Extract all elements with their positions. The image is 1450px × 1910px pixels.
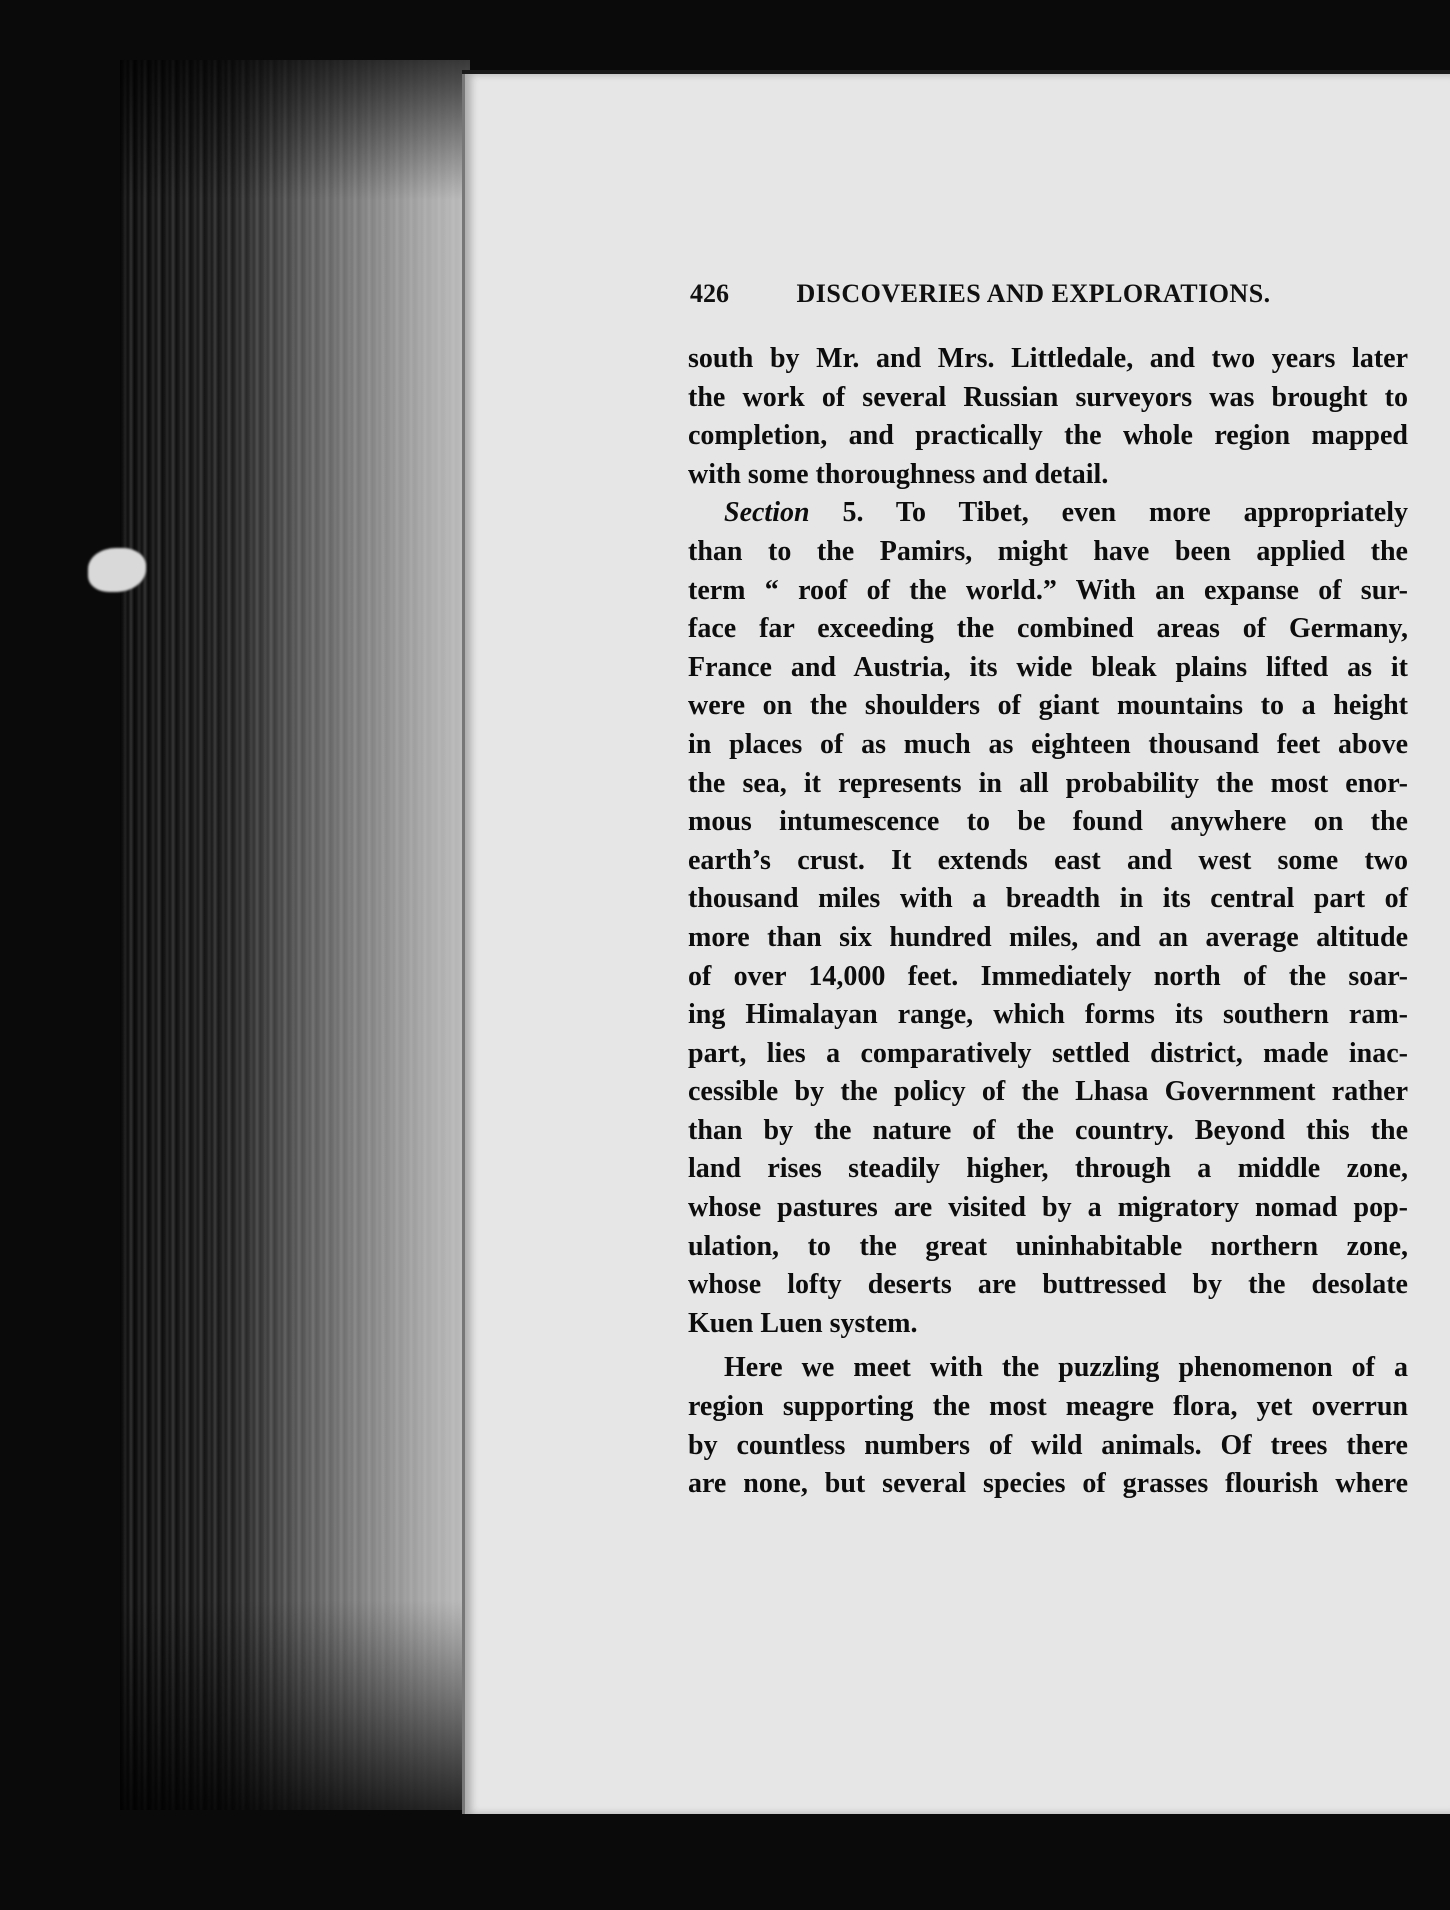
text-line: more than six hundred miles, and an average altitude [688,921,1408,953]
text-line: in places of as much as eighteen thousand feet above [688,728,1408,760]
text-line: by countless numbers of wild animals. Of trees there [688,1429,1408,1461]
text-line: than by the nature of the country. Beyond this the [688,1114,1408,1146]
text-line: ing Himalayan range, which forms its southern ram- [688,999,1408,1031]
text-line: face far exceeding the combined areas of Germany, [688,613,1408,645]
text-line: Here we meet with the puzzling phenomenon of a [724,1352,1408,1384]
text-line: the sea, it represents in all probability the most enor- [688,767,1408,799]
text-line: France and Austria, its wide bleak plains lifted as it [688,651,1408,683]
page-number: 426 [690,279,729,308]
section-label: Section [724,497,810,529]
text-line: with some thoroughness and detail. [688,458,1109,490]
text-line: mous intumescence to be found anywhere on the [688,806,1408,838]
text-line: are none, but several species of grasses flourish where [688,1468,1408,1500]
text-line: term “ roof of the world.” With an expanse of sur- [688,574,1408,606]
text-line: ulation, to the great uninhabitable northern zone, [688,1230,1408,1262]
text-line: part, lies a comparatively settled district, made inac- [688,1037,1408,1069]
text-line: region supporting the most meagre flora, yet overrun [688,1391,1408,1423]
section-first-line [688,494,1408,533]
section-first-line-text: 5. To Tibet, even more appropriately [809,497,1408,529]
text-line: were on the shoulders of giant mountains to a height [688,690,1408,722]
text-line: south by Mr. and Mrs. Littledale, and two years later [688,343,1408,374]
running-header [690,279,1400,309]
text-line: of over 14,000 feet. Immediately north of the soar- [688,960,1408,992]
text-line: land rises steadily higher, through a middle zone, [688,1153,1408,1185]
text-line: thousand miles with a breadth in its central part of [688,883,1408,915]
text-line: Kuen Luen system. [688,1307,918,1339]
body-text [688,340,1408,1504]
running-title: DISCOVERIES AND EXPLORATIONS. [796,279,1271,308]
text-line: completion, and practically the whole region mapped [688,420,1408,452]
text-line: the work of several Russian surveyors was brought to [688,381,1408,413]
text-line: earth’s crust. It extends east and west some two [688,844,1408,876]
text-line: than to the Pamirs, might have been applied the [688,535,1408,567]
text-line: cessible by the policy of the Lhasa Government rather [688,1076,1408,1108]
text-line: whose pastures are visited by a migratory nomad pop- [688,1192,1408,1224]
text-line: whose lofty deserts are buttressed by the desolate [688,1269,1408,1301]
page-edges-shadow [120,60,470,1810]
